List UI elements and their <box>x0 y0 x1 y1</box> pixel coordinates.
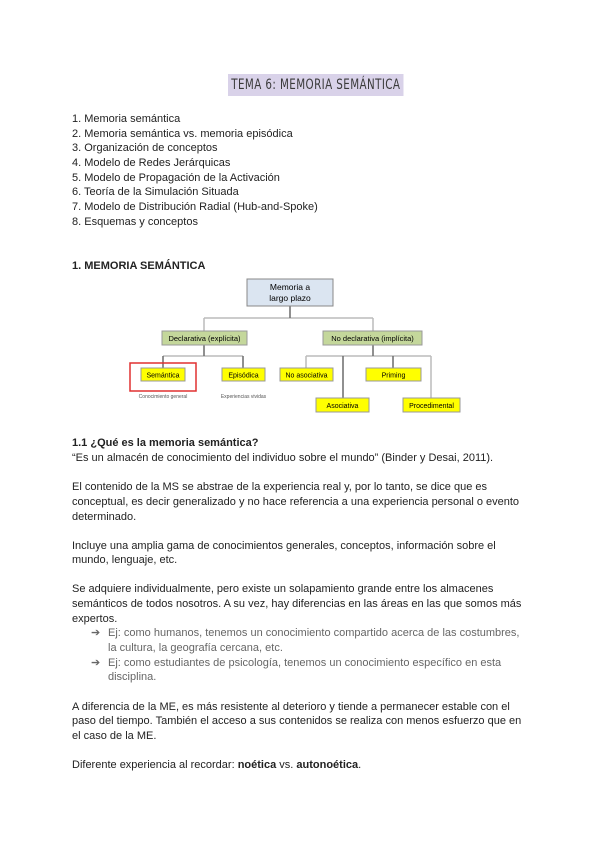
toc-item: 1. Memoria semántica <box>72 113 181 125</box>
node-label: Memoria a <box>269 282 311 292</box>
text: vs. <box>276 759 297 771</box>
bullet-line: Ej: como estudiantes de psicología, tenemos un conocimiento específico en esta <box>108 657 502 669</box>
toc-item: 3. Organización de conceptos <box>72 142 218 154</box>
toc-item: 5. Modelo de Propagación de la Activación <box>72 172 280 184</box>
node-label: Asociativa <box>326 403 359 410</box>
node-label: Declarativa (explícita) <box>168 334 241 343</box>
paragraph-line <box>72 758 361 773</box>
section-heading: 1. MEMORIA SEMÁNTICA <box>72 260 206 272</box>
paragraph-line: determinado. <box>72 511 137 523</box>
toc-item: 6. Teoría de la Simulación Situada <box>72 186 239 198</box>
paragraph-line: Se adquiere individualmente, pero existe un solapamiento grande entre los almacenes <box>72 583 494 595</box>
toc-item: 7. Modelo de Distribución Radial (Hub-and-Spoke) <box>72 201 318 213</box>
toc-item: 2. Memoria semántica vs. memoria episódica <box>72 128 293 140</box>
node-label: No asociativa <box>285 372 328 380</box>
quote: “Es un almacén de conocimiento del individuo sobre el mundo” (Binder y Desai, 2011). <box>72 452 494 464</box>
node-label: Procedimental <box>409 403 454 410</box>
paragraph-line: el caso de la ME. <box>72 730 157 742</box>
node-label: Priming <box>381 372 406 380</box>
arrow-icon: ➔ <box>91 627 101 639</box>
document-title: TEMA 6: MEMORIA SEMÁNTICA <box>228 74 404 96</box>
paragraph-line: conceptual, es decir generalizado y no hace referencia a una experiencia personal o evento <box>72 496 520 508</box>
paragraph-line: El contenido de la MS se abstrae de la experiencia real y, por lo tanto, se dice que es <box>72 481 487 493</box>
node-note: Conocimiento general <box>138 394 188 400</box>
text: . <box>358 759 362 771</box>
bold-term: noética <box>237 759 277 771</box>
connector-lines <box>163 306 431 398</box>
paragraph-line: A diferencia de la ME, es más resistente al deterioro y tiende a permanecer estable con el <box>72 701 510 713</box>
paragraph-line: semánticos de todos nosotros. A su vez, hay diferencias en las áreas en las que somos más <box>72 598 522 610</box>
node-label: Episódica <box>228 372 259 380</box>
paragraph-line: expertos. <box>72 613 118 625</box>
node-label: No declarativa (implícita) <box>331 334 414 343</box>
node-note: Experiencias vividas <box>220 394 267 400</box>
bullet-line: la cultura, la geografía cercana, etc. <box>108 642 283 654</box>
toc-item: 4. Modelo de Redes Jerárquicas <box>72 157 231 169</box>
node-label: largo plazo <box>269 293 311 303</box>
bullet-line: disciplina. <box>108 671 157 683</box>
arrow-icon: ➔ <box>91 657 101 669</box>
text: Diferente experiencia al recordar: <box>72 759 238 771</box>
paragraph-line: paso del tiempo. También el acceso a sus contenidos se realiza con menos esfuerzo que en <box>72 715 522 727</box>
bullet-line: Ej: como humanos, tenemos un conocimiento compartido acerca de las costumbres, <box>108 627 520 639</box>
node-label: Semántica <box>146 372 180 380</box>
paragraph-line: mundo, lenguaje, etc. <box>72 554 178 566</box>
subsection-heading: 1.1 ¿Qué es la memoria semántica? <box>72 437 259 449</box>
toc-item: 8. Esquemas y conceptos <box>72 216 198 228</box>
paragraph-line: Incluye una amplia gama de conocimientos generales, conceptos, información sobre el <box>72 540 496 552</box>
bold-term: autonoética <box>296 759 359 771</box>
